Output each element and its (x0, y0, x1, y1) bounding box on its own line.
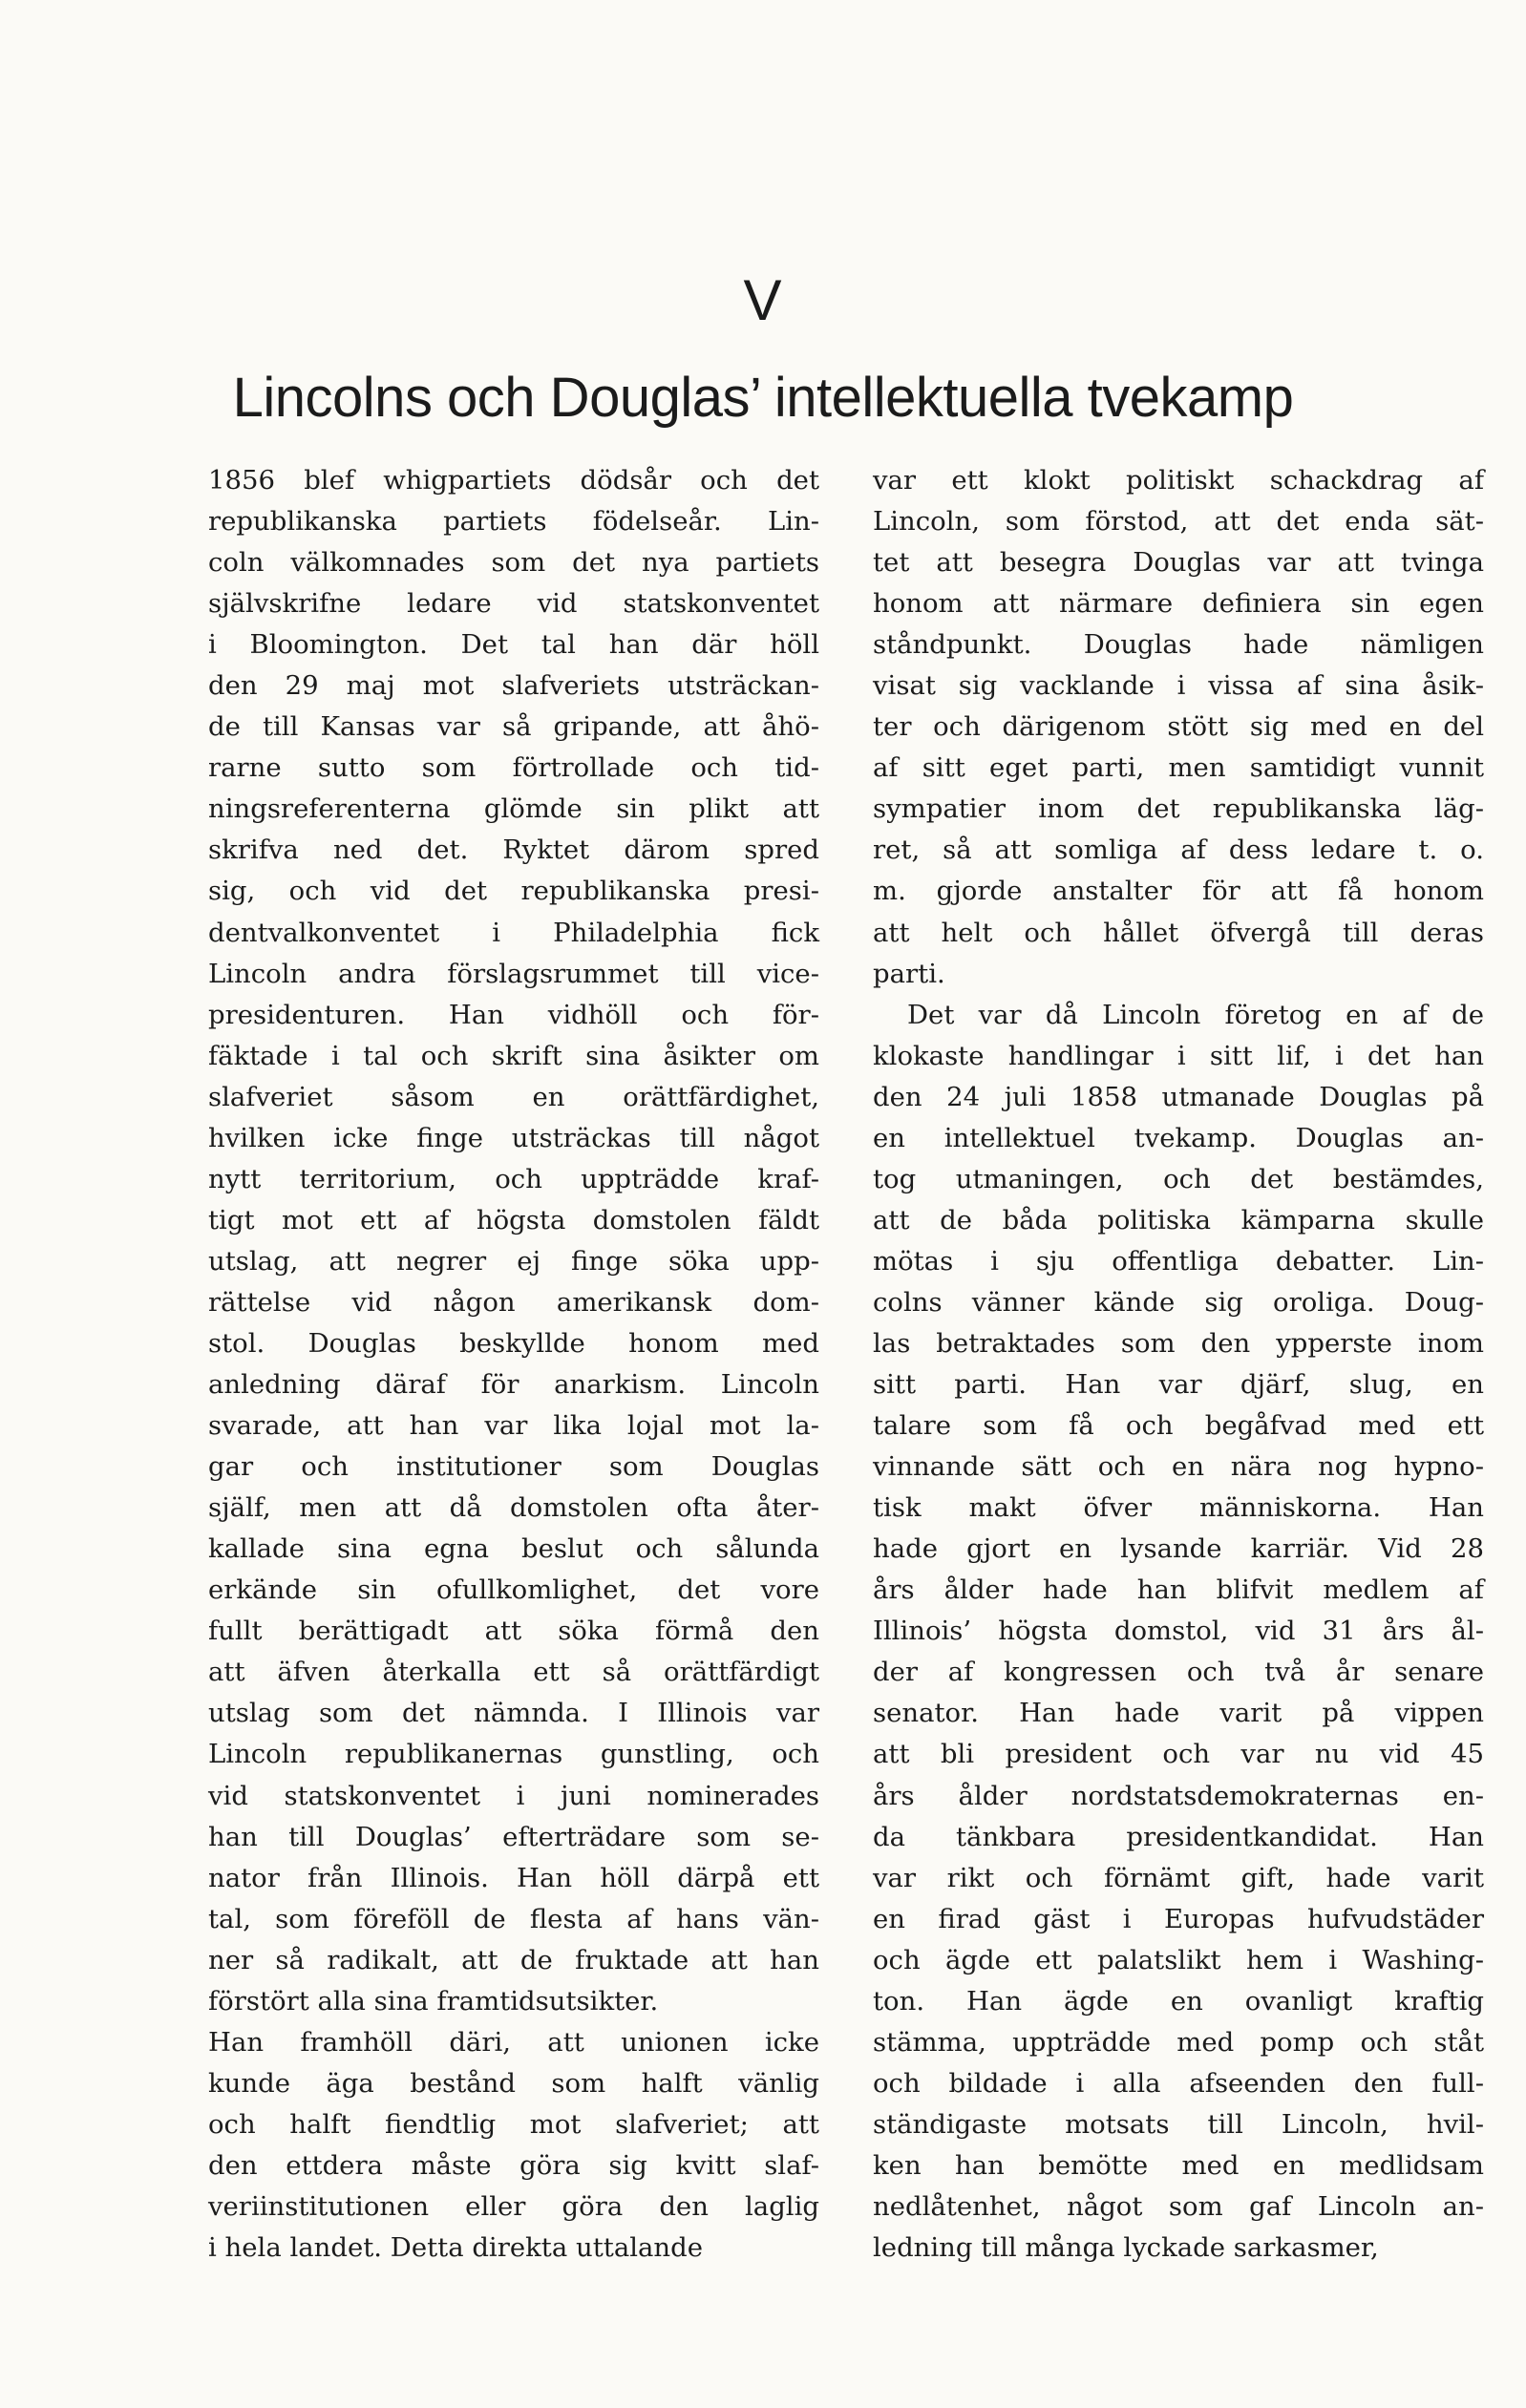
text-line: nytt territorium, och uppträdde kraf- (208, 1163, 819, 1194)
text-line: hvilken icke finge utsträckas till något (208, 1122, 819, 1153)
text-line: senator. Han hade varit på vippen (873, 1698, 1484, 1729)
text-line: de till Kansas var så gripande, att åhö- (208, 711, 819, 743)
text-line: självskrifne ledare vid statskonventet (208, 588, 819, 620)
text-line: att de båda politiska kämparna skulle (873, 1204, 1484, 1236)
text-line: hade gjort en lysande karriär. Vid 28 (873, 1533, 1484, 1565)
text-line: kallade sina egna beslut och sålunda (208, 1533, 819, 1565)
text-line: sig, och vid det republikanska presi- (208, 876, 819, 907)
text-line: af sitt eget parti, men samtidigt vunnit (873, 752, 1484, 784)
text-line: utslag som det nämnda. I Illinois var (208, 1698, 819, 1729)
text-line: Illinois’ högsta domstol, vid 31 års ål- (873, 1616, 1484, 1647)
text-line: coln välkomnades som det nya partiets (208, 547, 819, 579)
text-line: visat sig vacklande i vissa af sina åsik- (873, 670, 1484, 702)
text-line: Lincoln republikanernas gunstling, och (208, 1739, 819, 1770)
text-line: skrifva ned det. Ryktet därom spred (208, 834, 819, 866)
text-line: fullt berättigadt att söka förmå den (208, 1616, 819, 1647)
text-line: rättelse vid någon amerikansk dom- (208, 1286, 819, 1318)
text-line: förstört alla sina framtidsutsikter. (208, 1985, 659, 2017)
text-line: sympatier inom det republikanska läg- (873, 793, 1484, 825)
text-line: och bildade i alla afseenden den full- (873, 2067, 1484, 2099)
text-line: att äfven återkalla ett så orättfärdigt (208, 1657, 819, 1688)
text-line: honom att närmare definiera sin egen (873, 588, 1484, 620)
text-line: Lincoln andra förslagsrummet till vice- (208, 958, 819, 989)
text-line: stämma, uppträdde med pomp och ståt (873, 2026, 1484, 2058)
text-line: der af kongressen och två år senare (873, 1657, 1484, 1688)
text-line: talare som få och begåfvad med ett (873, 1410, 1484, 1442)
text-line: års ålder nordstatsdemokraternas en- (873, 1780, 1484, 1811)
text-line: vid statskonventet i juni nominerades (208, 1780, 819, 1811)
text-line: slafveriet såsom en orättfärdighet, (208, 1081, 819, 1112)
text-line: svarade, att han var lika lojal mot la- (208, 1410, 819, 1442)
text-line: den ettdera måste göra sig kvitt slaf- (208, 2149, 819, 2181)
text-line: sitt parti. Han var djärf, slug, en (873, 1369, 1484, 1401)
text-line: kunde äga bestånd som halft vänlig (208, 2067, 819, 2099)
text-line: fäktade i tal och skrift sina åsikter om (208, 1040, 819, 1071)
text-line: tigt mot ett af högsta domstolen fäldt (208, 1204, 819, 1236)
chapter-number: V (743, 268, 783, 332)
text-line: parti. (873, 958, 945, 989)
text-line: veriinstitutionen eller göra den laglig (208, 2190, 819, 2222)
right-text-column (873, 460, 1484, 2269)
text-line: tog utmaningen, och det bestämdes, (873, 1163, 1484, 1194)
text-line: han till Douglas’ efterträdare som se- (208, 1821, 819, 1852)
text-line: Det var då Lincoln företog en af de (907, 999, 1484, 1030)
text-line: nator från Illinois. Han höll därpå ett (208, 1862, 819, 1893)
text-line: att helt och hållet öfvergå till deras (873, 917, 1484, 948)
text-line: da tänkbara presidentkandidat. Han (873, 1821, 1484, 1852)
text-line: en firad gäst i Europas hufvudstäder (873, 1903, 1484, 1934)
text-line: och halft fiendtlig mot slafveriet; att (208, 2108, 819, 2140)
text-line: års ålder hade han blifvit medlem af (873, 1574, 1484, 1606)
text-line: ledning till många lyckade sarkasmer, (873, 2232, 1379, 2264)
text-line: Lincoln, som förstod, att det enda sät- (873, 506, 1484, 538)
text-line: var rikt och förnämt gift, hade varit (873, 1862, 1484, 1893)
text-line: dentvalkonventet i Philadelphia fick (208, 917, 819, 948)
text-line: ningsreferenterna glömde sin plikt att (208, 793, 819, 825)
text-line: colns vänner kände sig oroliga. Doug- (873, 1286, 1484, 1318)
text-line: ståndpunkt. Douglas hade nämligen (873, 629, 1484, 661)
text-line: i hela landet. Detta direkta uttalande (208, 2232, 703, 2264)
left-text-column (208, 460, 819, 2269)
text-line: Han framhöll däri, att unionen icke (208, 2026, 819, 2058)
text-line: en intellektuel tvekamp. Douglas an- (873, 1122, 1484, 1153)
text-line: själf, men att då domstolen ofta åter- (208, 1492, 819, 1524)
text-line: erkände sin ofullkomlighet, det vore (208, 1574, 819, 1606)
text-line: ter och därigenom stött sig med en del (873, 711, 1484, 743)
text-line: gar och institutioner som Douglas (208, 1451, 819, 1483)
text-line: anledning däraf för anarkism. Lincoln (208, 1369, 819, 1401)
text-line: presidenturen. Han vidhöll och för- (208, 999, 819, 1030)
text-line: las betraktades som den ypperste inom (873, 1327, 1484, 1359)
text-line: var ett klokt politiskt schackdrag af (873, 465, 1484, 496)
text-line: ner så radikalt, att de fruktade att han (208, 1944, 819, 1975)
text-line: och ägde ett palatslikt hem i Washing- (873, 1944, 1484, 1975)
text-line: mötas i sju offentliga debatter. Lin- (873, 1245, 1484, 1277)
text-line: rarne sutto som förtrollade och tid- (208, 752, 819, 784)
text-line: i Bloomington. Det tal han där höll (208, 629, 819, 661)
text-line: tet att besegra Douglas var att tvinga (873, 547, 1484, 579)
text-line: att bli president och var nu vid 45 (873, 1739, 1484, 1770)
text-line: vinnande sätt och en nära nog hypno- (873, 1451, 1484, 1483)
text-line: ständigaste motsats till Lincoln, hvil- (873, 2108, 1484, 2140)
text-line: tal, som föreföll de flesta af hans vän- (208, 1903, 819, 1934)
text-line: den 24 juli 1858 utmanade Douglas på (873, 1081, 1484, 1112)
text-line: den 29 maj mot slafveriets utsträckan- (208, 670, 819, 702)
text-line: klokaste handlingar i sitt lif, i det han (873, 1040, 1484, 1071)
text-line: republikanska partiets födelseår. Lin- (208, 506, 819, 538)
text-line: ret, så att somliga af dess ledare t. o. (873, 834, 1484, 866)
text-line: nedlåtenhet, något som gaf Lincoln an- (873, 2190, 1484, 2222)
text-line: 1856 blef whigpartiets dödsår och det (208, 465, 819, 496)
text-line: tisk makt öfver människorna. Han (873, 1492, 1484, 1524)
text-line: stol. Douglas beskyllde honom med (208, 1327, 819, 1359)
text-line: ton. Han ägde en ovanligt kraftig (873, 1985, 1484, 2017)
text-line: m. gjorde anstalter för att få honom (873, 876, 1484, 907)
chapter-title: Lincolns och Douglas’ intellektuella tvekamp (232, 367, 1294, 429)
text-line: ken han bemötte med en medlidsam (873, 2149, 1484, 2181)
text-line: utslag, att negrer ej finge söka upp- (208, 1245, 819, 1277)
